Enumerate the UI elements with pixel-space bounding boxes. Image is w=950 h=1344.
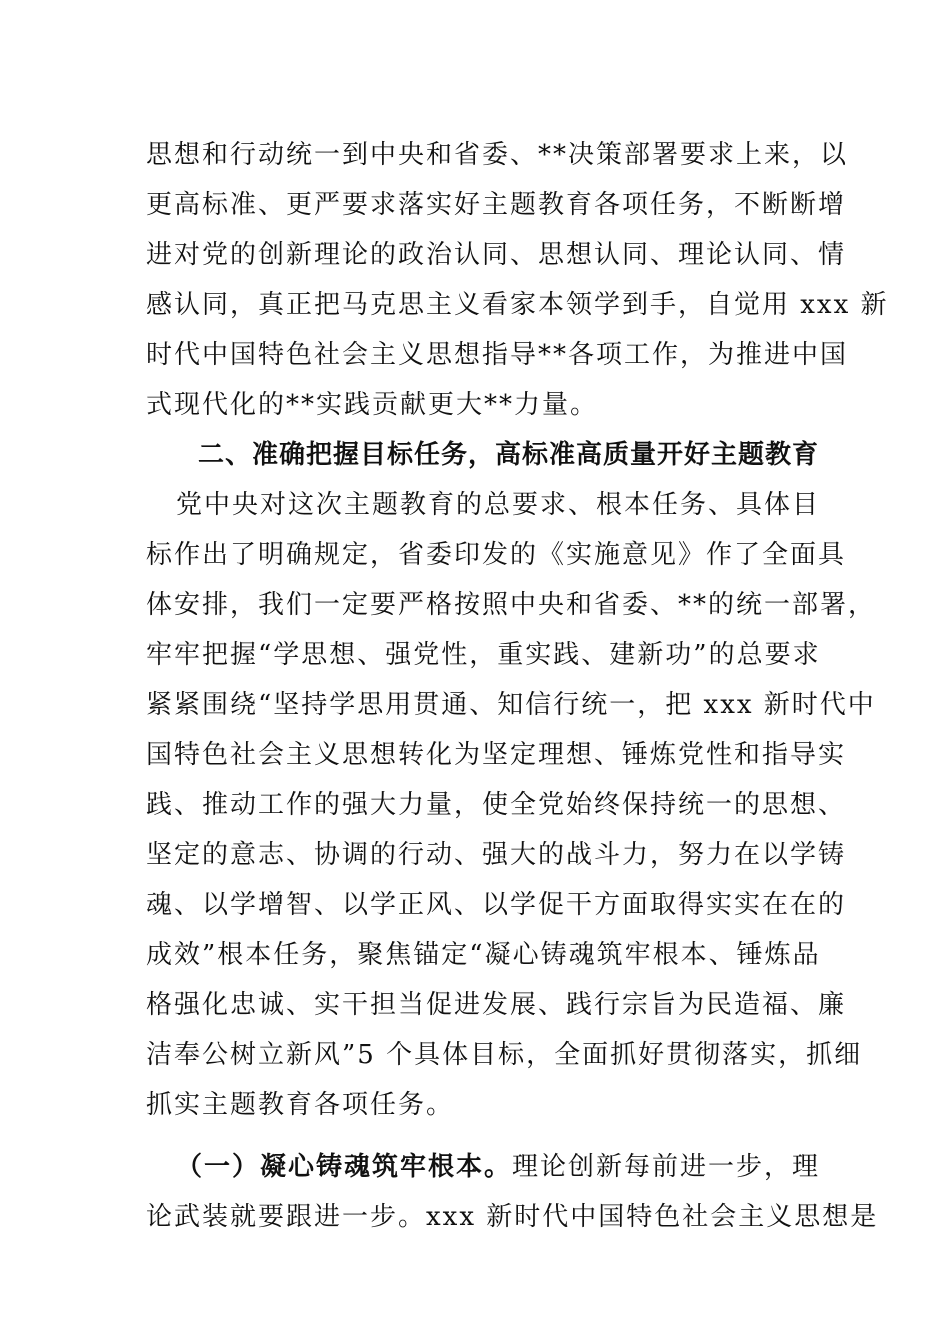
text-line: 体安排，我们一定要严格按照中央和省委、**的统一部署，: [146, 590, 877, 620]
text-line: 格强化忠诚、实干担当促进发展、践行宗旨为民造福、廉: [146, 990, 847, 1020]
text-line: 思想和行动统一到中央和省委、**决策部署要求上来，以: [146, 140, 849, 170]
text-line: 魂、以学增智、以学正风、以学促干方面取得实实在在的: [146, 890, 847, 920]
section-heading: 二、准确把握目标任务，高标准高质量开好主题教育: [198, 440, 820, 470]
paragraph-subsection-1: [146, 1142, 879, 1242]
text-line: 紧紧围绕“坚持学思用贯通、知信行统一，把 xxx 新时代中: [146, 690, 876, 720]
paragraph-continuation: [146, 130, 889, 430]
text-line: 践、推动工作的强大力量，使全党始终保持统一的思想、: [146, 790, 847, 820]
text-line: 感认同，真正把马克思主义看家本领学到手，自觉用 xxx 新: [146, 290, 889, 320]
text-line: 坚定的意志、协调的行动、强大的战斗力，努力在以学铸: [146, 840, 847, 870]
subsection-text: 理论创新每前进一步，理: [512, 1152, 821, 1182]
text-line: 抓实主题教育各项任务。: [146, 1090, 455, 1120]
text-line: 成效”根本任务，聚焦锚定“凝心铸魂筑牢根本、锤炼品: [146, 940, 821, 970]
text-line: 标作出了明确规定，省委印发的《实施意见》作了全面具: [146, 540, 847, 570]
text-line: [146, 1142, 821, 1192]
text-line: 国特色社会主义思想转化为坚定理想、锤炼党性和指导实: [146, 740, 847, 770]
text-line: 党中央对这次主题教育的总要求、根本任务、具体目: [176, 490, 821, 520]
paragraph-goals: [146, 480, 877, 1130]
text-line: 牢牢把握“学思想、强党性，重实践、建新功”的总要求: [146, 640, 821, 670]
text-line: 式现代化的**实践贡献更大**力量。: [146, 390, 599, 420]
subsection-title: （一）凝心铸魂筑牢根本。: [176, 1152, 513, 1182]
text-line: 洁奉公树立新风”5 个具体目标，全面抓好贯彻落实，抓细: [146, 1040, 863, 1070]
text-line: 论武装就要跟进一步。xxx 新时代中国特色社会主义思想是: [146, 1202, 879, 1232]
paragraph-gap: [146, 1130, 808, 1142]
text-line: 更高标准、更严要求落实好主题教育各项任务，不断断增: [146, 190, 847, 220]
text-line: 时代中国特色社会主义思想指导**各项工作，为推进中国: [146, 340, 849, 370]
document-body: [146, 130, 889, 1242]
text-line: 进对党的创新理论的政治认同、思想认同、理论认同、情: [146, 240, 847, 270]
